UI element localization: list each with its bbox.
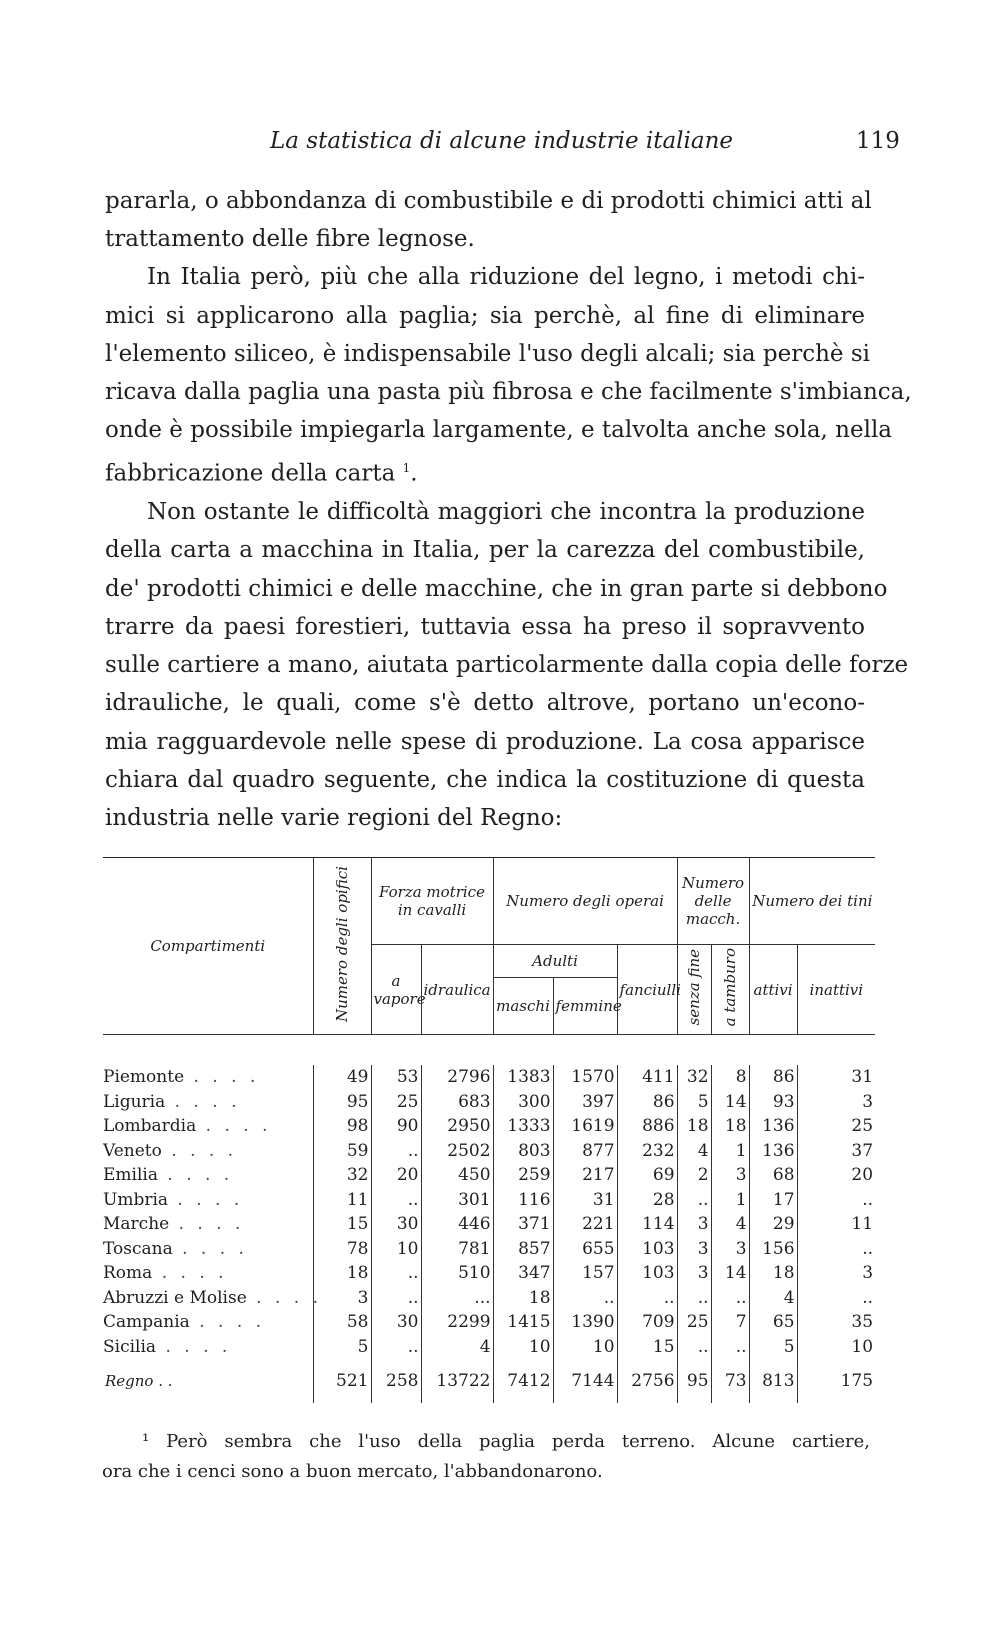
text-line: In Italia però, più che alla riduzione del legno, i metodi chi- xyxy=(147,264,865,291)
table-cell: 95 xyxy=(677,1359,711,1403)
header-a-tamburo xyxy=(711,945,749,1035)
table-row xyxy=(103,1188,875,1213)
table-cell: 4 xyxy=(711,1212,749,1237)
region-name-text: Sicilia xyxy=(103,1336,157,1357)
table-row xyxy=(103,1139,875,1164)
table-cell: 2502 xyxy=(421,1139,493,1164)
table-cell: 157 xyxy=(553,1261,617,1286)
text-line: sulle cartiere a mano, aiutata particolarmente dalla copia delle forze xyxy=(105,652,909,679)
table-cell: 10 xyxy=(553,1335,617,1360)
leader-dots: . . . . xyxy=(196,1116,272,1136)
text-line: chiara dal quadro seguente, che indica la costituzione di questa xyxy=(105,766,865,793)
table-cell: 4 xyxy=(749,1286,797,1311)
table-cell: 29 xyxy=(749,1212,797,1237)
table-cell: 35 xyxy=(797,1310,875,1335)
table-cell: 18 xyxy=(677,1114,711,1139)
table-cell: .. xyxy=(553,1286,617,1311)
table-cell: 4 xyxy=(421,1335,493,1360)
table-cell: 156 xyxy=(749,1237,797,1262)
header-attivi: attivi xyxy=(749,945,797,1035)
region-name-text: Roma xyxy=(103,1263,153,1283)
text-line: fabbricazione della carta $^1$. xyxy=(105,461,418,488)
table-cell: 709 xyxy=(617,1310,677,1335)
header-compartimenti: Compartimenti xyxy=(150,937,266,955)
region-name xyxy=(103,1335,313,1360)
table-body xyxy=(103,1065,875,1359)
table-cell: 18 xyxy=(493,1286,553,1311)
header-a-tamburo-text: a tamburo xyxy=(721,948,740,1027)
table-cell: 258 xyxy=(371,1359,421,1403)
header-idraulica: idraulica xyxy=(421,945,493,1035)
table-cell: 7412 xyxy=(493,1359,553,1403)
header-inattivi: inattivi xyxy=(797,945,875,1035)
table-cell: .. xyxy=(797,1237,875,1262)
leader-dots: . . . . xyxy=(169,1214,245,1234)
table-row xyxy=(103,1114,875,1139)
footnote xyxy=(102,1427,870,1487)
table-row xyxy=(103,1261,875,1286)
table-cell: .. xyxy=(797,1286,875,1311)
table-cell: 232 xyxy=(617,1139,677,1164)
table-cell: 73 xyxy=(711,1359,749,1403)
table-cell: 301 xyxy=(421,1188,493,1213)
region-name-text: Umbria xyxy=(103,1189,169,1210)
text-line: pararla, o abbondanza di combustibile e di prodotti chimici atti al xyxy=(105,188,872,214)
table-cell: 98 xyxy=(313,1114,371,1139)
header-numero-macchine: Numero delle macch. xyxy=(677,858,749,945)
header-numero-tini: Numero dei tini xyxy=(749,858,875,945)
leader-dots: . . . . xyxy=(156,1336,232,1357)
table-cell: 31 xyxy=(553,1188,617,1213)
table-cell: 3 xyxy=(797,1090,875,1115)
table-row xyxy=(103,1065,875,1090)
table-cell: 20 xyxy=(797,1163,875,1188)
table-row xyxy=(103,1090,875,1115)
table-cell: 25 xyxy=(677,1310,711,1335)
region-name-text: Veneto xyxy=(103,1140,162,1161)
table-cell: 2796 xyxy=(421,1065,493,1090)
table-cell: .. xyxy=(371,1139,421,1164)
table-cell: 217 xyxy=(553,1163,617,1188)
footnote-reference: 1 xyxy=(402,461,411,476)
leader-dots: . . . . xyxy=(184,1067,260,1087)
header-forza-motrice: Forza motrice in cavalli xyxy=(371,858,493,945)
table-cell: 14 xyxy=(711,1090,749,1115)
region-name xyxy=(103,1090,313,1115)
leader-dots: . . . . xyxy=(246,1287,322,1308)
table-cell: 3 xyxy=(677,1261,711,1286)
text-line-content: fabbricazione della carta xyxy=(105,461,396,488)
table-cell: 14 xyxy=(711,1261,749,1286)
header-maschi: maschi xyxy=(493,978,553,1035)
table-cell: 221 xyxy=(553,1212,617,1237)
region-name-text: Marche xyxy=(103,1214,170,1234)
table-cell: 655 xyxy=(553,1237,617,1262)
table-cell: 13722 xyxy=(421,1359,493,1403)
table-cell: 3 xyxy=(711,1237,749,1262)
table-row xyxy=(103,1335,875,1360)
table-cell: 446 xyxy=(421,1212,493,1237)
table-cell: 136 xyxy=(749,1139,797,1164)
table-cell: 58 xyxy=(313,1310,371,1335)
table-cell: .. xyxy=(711,1335,749,1360)
table-cell: 15 xyxy=(313,1212,371,1237)
region-name-text: Lombardia xyxy=(103,1116,197,1136)
table-cell: 31 xyxy=(797,1065,875,1090)
table-cell: 1390 xyxy=(553,1310,617,1335)
header-femmine: femmine xyxy=(553,978,617,1035)
table-cell: .. xyxy=(797,1188,875,1213)
region-name xyxy=(103,1237,313,1262)
table-cell: 510 xyxy=(421,1261,493,1286)
table-cell: 1415 xyxy=(493,1310,553,1335)
table-cell: 813 xyxy=(749,1359,797,1403)
header-numero-opifici xyxy=(313,858,371,1035)
table-cell: 5 xyxy=(677,1090,711,1115)
table-cell: 30 xyxy=(371,1212,421,1237)
table-cell: 32 xyxy=(313,1163,371,1188)
table-cell: 371 xyxy=(493,1212,553,1237)
leader-dots: . . xyxy=(158,1372,173,1390)
table-cell: 3 xyxy=(711,1163,749,1188)
table-row xyxy=(103,1163,875,1188)
table-cell: .. xyxy=(677,1188,711,1213)
region-name xyxy=(103,1065,313,1090)
region-name-text: Abruzzi e Molise xyxy=(103,1287,247,1308)
table-cell: 5 xyxy=(749,1335,797,1360)
table-cell: 78 xyxy=(313,1237,371,1262)
leader-dots: . . . . xyxy=(152,1263,228,1283)
table-cell: 49 xyxy=(313,1065,371,1090)
table-cell: 37 xyxy=(797,1139,875,1164)
table-cell: 397 xyxy=(553,1090,617,1115)
table-cell: 1619 xyxy=(553,1114,617,1139)
region-name-text: Campania xyxy=(103,1312,190,1332)
table-cell: 683 xyxy=(421,1090,493,1115)
table-cell: 450 xyxy=(421,1163,493,1188)
table-cell: 30 xyxy=(371,1310,421,1335)
table-cell: 5 xyxy=(313,1335,371,1360)
table-cell: 347 xyxy=(493,1261,553,1286)
text-line: trattamento delle fibre legnose. xyxy=(105,226,475,253)
text-line: della carta a macchina in Italia, per la carezza del combustibile, xyxy=(105,537,865,564)
table-total-row xyxy=(103,1359,875,1403)
table-cell: 2950 xyxy=(421,1114,493,1139)
table-cell: 25 xyxy=(371,1090,421,1115)
text-line: ricava dalla paglia una pasta più fibrosa e che facilmente s'imbianca, xyxy=(105,379,912,406)
table-cell: 4 xyxy=(677,1139,711,1164)
table-cell: 90 xyxy=(371,1114,421,1139)
leader-dots: . . . . xyxy=(165,1091,241,1112)
table-cell: 15 xyxy=(617,1335,677,1360)
table-cell: .. xyxy=(677,1286,711,1311)
region-name xyxy=(103,1212,313,1237)
table-cell: 7 xyxy=(711,1310,749,1335)
table-cell: .. xyxy=(371,1286,421,1311)
region-name xyxy=(103,1163,313,1188)
table-cell: 2299 xyxy=(421,1310,493,1335)
table-cell: .. xyxy=(677,1335,711,1360)
text-line: mia ragguardevole nelle spese di produzione. La cosa apparisce xyxy=(105,728,865,755)
table-cell: 1570 xyxy=(553,1065,617,1090)
table-cell: 114 xyxy=(617,1212,677,1237)
region-name xyxy=(103,1310,313,1335)
table-cell: 59 xyxy=(313,1139,371,1164)
table-cell: 1 xyxy=(711,1139,749,1164)
table-cell: 886 xyxy=(617,1114,677,1139)
table-cell: 86 xyxy=(617,1090,677,1115)
leader-dots: . . . . xyxy=(172,1238,248,1259)
table-cell: 116 xyxy=(493,1188,553,1213)
leader-dots: . . . . xyxy=(157,1165,234,1185)
footnote-line: ora che i cenci sono a buon mercato, l'abbandonarono. xyxy=(102,1461,603,1482)
table-cell: .. xyxy=(617,1286,677,1311)
body-text xyxy=(105,182,912,837)
table-cell: 10 xyxy=(371,1237,421,1262)
table-row xyxy=(103,1310,875,1335)
table-cell: 65 xyxy=(749,1310,797,1335)
header-adulti: Adulti xyxy=(493,945,617,978)
text-line: idrauliche, le quali, come s'è detto altrove, portano un'econo- xyxy=(105,690,865,717)
header-a-vapore: a vapore xyxy=(371,945,421,1035)
running-head-title: La statistica di alcune industrie italiane xyxy=(270,128,734,154)
table-cell: 3 xyxy=(677,1212,711,1237)
table-cell: 93 xyxy=(749,1090,797,1115)
table-cell: 877 xyxy=(553,1139,617,1164)
table-cell: 175 xyxy=(797,1359,875,1403)
table-cell: 10 xyxy=(797,1335,875,1360)
table-cell: 68 xyxy=(749,1163,797,1188)
total-label-text: Regno xyxy=(105,1372,154,1390)
table-cell: .. xyxy=(371,1335,421,1360)
region-name-text: Emilia xyxy=(103,1165,158,1185)
table-cell: .. xyxy=(371,1261,421,1286)
table-cell: 103 xyxy=(617,1261,677,1286)
table-cell: 1333 xyxy=(493,1114,553,1139)
table-cell: 11 xyxy=(313,1188,371,1213)
region-name-text: Toscana xyxy=(103,1238,173,1259)
table-cell: 11 xyxy=(797,1212,875,1237)
table-cell: ... xyxy=(421,1286,493,1311)
table-cell: 17 xyxy=(749,1188,797,1213)
text-line: industria nelle varie regioni del Regno: xyxy=(105,804,563,831)
text-line: mici si applicarono alla paglia; sia perchè, al fine di eliminare xyxy=(105,302,865,329)
header-numero-operai: Numero degli operai xyxy=(493,858,677,945)
table-cell: 259 xyxy=(493,1163,553,1188)
table-cell: 32 xyxy=(677,1065,711,1090)
header-numero-opifici-text: Numero degli opifici xyxy=(333,866,351,1022)
table-cell: 7144 xyxy=(553,1359,617,1403)
table-cell: 3 xyxy=(797,1261,875,1286)
table-cell: 95 xyxy=(313,1090,371,1115)
table-cell: 10 xyxy=(493,1335,553,1360)
region-name xyxy=(103,1188,313,1213)
running-head xyxy=(0,128,1000,164)
header-bottom-rule xyxy=(103,1035,875,1066)
region-name xyxy=(103,1114,313,1139)
region-name xyxy=(103,1139,313,1164)
table-row xyxy=(103,1237,875,1262)
region-name-text: Liguria xyxy=(103,1091,166,1112)
table-cell: .. xyxy=(711,1286,749,1311)
total-label xyxy=(103,1359,313,1403)
table-cell: 136 xyxy=(749,1114,797,1139)
text-line: de' prodotti chimici e delle macchine, che in gran parte si debbono xyxy=(105,575,888,602)
table-cell: 8 xyxy=(711,1065,749,1090)
region-name-text: Piemonte xyxy=(103,1067,185,1087)
table-cell: .. xyxy=(371,1188,421,1213)
text-line: trarre da paesi forestieri, tuttavia essa ha preso il sopravvento xyxy=(105,613,865,640)
table-cell: 300 xyxy=(493,1090,553,1115)
text-line: onde è possibile impiegarla largamente, e talvolta anche sola, nella xyxy=(105,417,893,444)
table-cell: 411 xyxy=(617,1065,677,1090)
table-cell: 857 xyxy=(493,1237,553,1262)
table-cell: 69 xyxy=(617,1163,677,1188)
table-cell: 86 xyxy=(749,1065,797,1090)
region-name xyxy=(103,1286,322,1311)
table-cell: 3 xyxy=(313,1286,371,1311)
table-cell: 28 xyxy=(617,1188,677,1213)
table-cell: 103 xyxy=(617,1237,677,1262)
region-name xyxy=(103,1261,313,1286)
leader-dots: . . . . xyxy=(161,1140,238,1161)
table-row xyxy=(103,1286,875,1311)
table-cell: 2 xyxy=(677,1163,711,1188)
table-cell: 3 xyxy=(677,1237,711,1262)
table-cell: 781 xyxy=(421,1237,493,1262)
text-line: Non ostante le difficoltà maggiori che incontra la produzione xyxy=(147,499,865,526)
header-senza-fine xyxy=(677,945,711,1035)
header-fanciulli: fanciulli xyxy=(617,945,677,1035)
table-cell: 1 xyxy=(711,1188,749,1213)
table-cell: 53 xyxy=(371,1065,421,1090)
table-cell: 20 xyxy=(371,1163,421,1188)
text-line: l'elemento siliceo, è indispensabile l'uso degli alcali; sia perchè si xyxy=(105,340,870,367)
leader-dots: . . . . xyxy=(168,1189,244,1210)
table-cell: 803 xyxy=(493,1139,553,1164)
table-cell: 521 xyxy=(313,1359,371,1403)
table-cell: 18 xyxy=(313,1261,371,1286)
table-cell: 25 xyxy=(797,1114,875,1139)
page-number: 119 xyxy=(856,128,900,154)
table-cell: 18 xyxy=(711,1114,749,1139)
table-cell: 18 xyxy=(749,1261,797,1286)
footnote-line: ¹ Però sembra che l'uso della paglia perda terreno. Alcune cartiere, xyxy=(142,1431,870,1452)
header-senza-fine-text: senza fine xyxy=(685,949,704,1026)
table-row xyxy=(103,1212,875,1237)
leader-dots: . . . . xyxy=(189,1312,266,1332)
statistics-table xyxy=(103,858,875,1403)
table-cell: 1383 xyxy=(493,1065,553,1090)
table-cell: 2756 xyxy=(617,1359,677,1403)
